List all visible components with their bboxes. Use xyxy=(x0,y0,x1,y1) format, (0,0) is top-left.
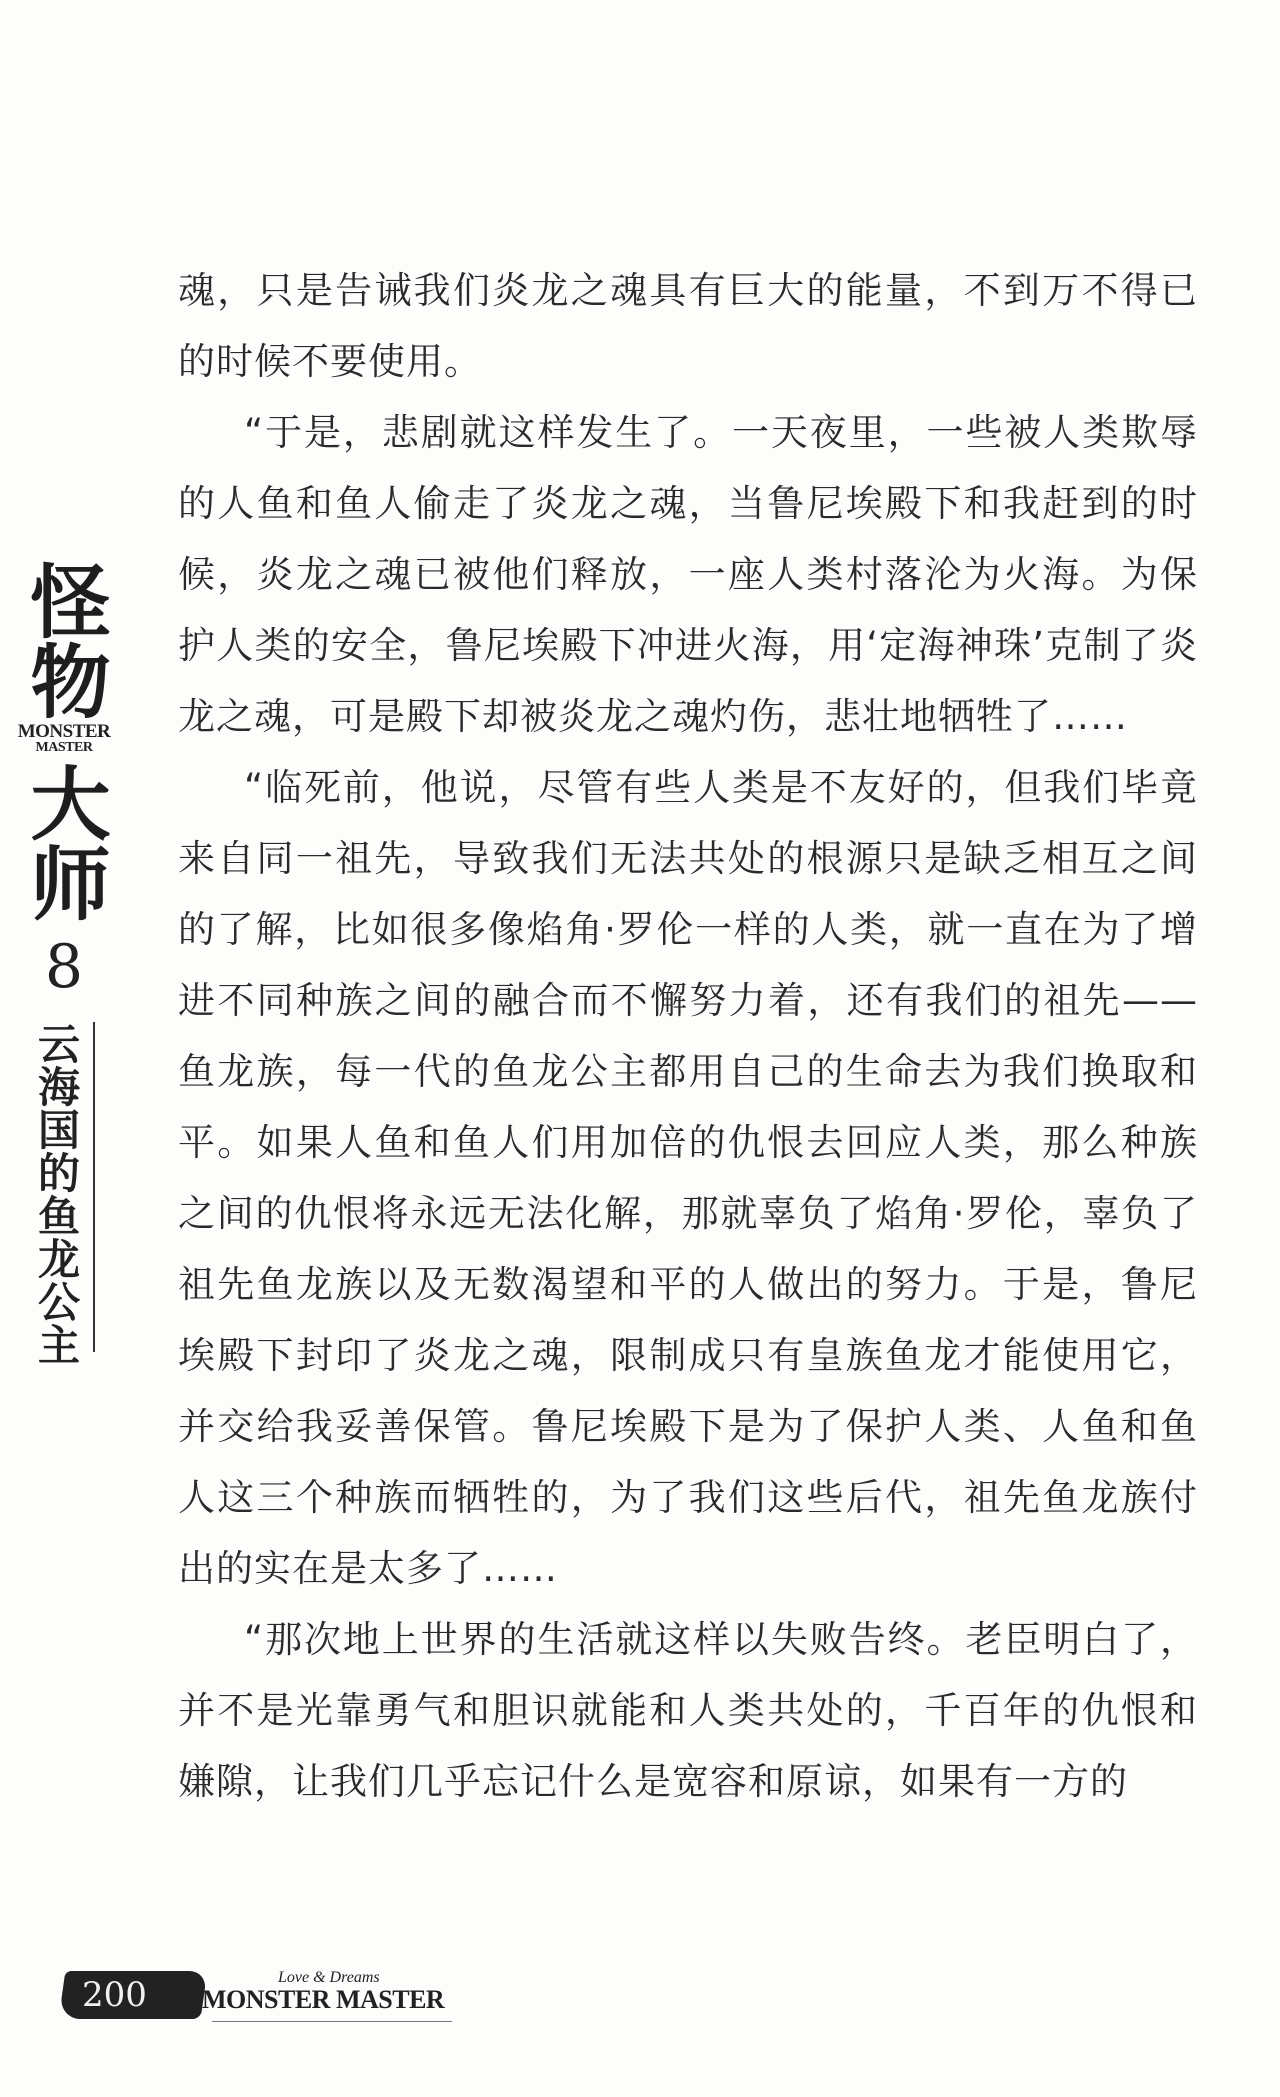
paragraph: 魂，只是告诫我们炎龙之魂具有巨大的能量，不到万不得已的时候不要使用。 xyxy=(178,269,1198,383)
series-title-bottom: 大师 xyxy=(17,762,111,922)
paragraph: “那次地上世界的生活就这样以失败告终。老臣明白了，并不是光靠勇气和胆识就能和人类共处的，千百年的仇恨和嫌隙，让我们几乎忘记什么是宽容和原谅，如果有一方的 xyxy=(178,1618,1198,1803)
subtitle-block xyxy=(33,1022,95,1366)
body-text xyxy=(178,255,1198,1817)
page-number: 200 xyxy=(82,1975,147,2015)
paragraph: “临死前，他说，尽管有些人类是不友好的，但我们毕竟来自同一祖先，导致我们无法共处的根源只是缺乏相互之间的了解，比如很多像焰角·罗伦一样的人类，就一直在为了增进不同种族之间的融合而不懈努力着，还有我们的祖先——鱼龙族，每一代的鱼龙公主都用自己的生命去为我们换取和平。如果人鱼和鱼人们用加倍的仇恨去回应人类，那么种族之间的仇恨将永远无法化解，那就辜负了焰角·罗伦，辜负了祖先鱼龙族以及无数渴望和平的人做出的努力。于是，鲁尼埃殿下封印了炎龙之魂，限制成只有皇族鱼龙才能使用它，并交给我妥善保管。鲁尼埃殿下是为了保护人类、人鱼和鱼人这三个种族而牺牲的，为了我们这些后代，祖先鱼龙族付出的实在是太多了…… xyxy=(178,766,1198,1590)
series-logo-line2: MASTER xyxy=(35,740,93,755)
book-subtitle: 云海国的鱼龙公主 xyxy=(32,1022,81,1366)
footer-brand xyxy=(202,1969,444,2013)
paragraph: “于是，悲剧就这样发生了。一天夜里，一些被人类欺辱的人鱼和鱼人偷走了炎龙之魂，当鲁尼埃殿下和我赶到的时候，炎龙之魂已被他们释放，一座人类村落沦为火海。为保护人类的安全，鲁尼埃殿下冲进火海，用‘定海神珠’克制了炎龙之魂，可是殿下却被炎龙之魂灼伤，悲壮地牺牲了…… xyxy=(178,411,1198,738)
subtitle-divider xyxy=(93,1022,95,1352)
footer-rule xyxy=(212,2021,452,2022)
volume-number: 8 xyxy=(44,932,84,1002)
side-series-title xyxy=(14,560,114,1366)
brand-tagline: Love & Dreams xyxy=(278,1969,380,1986)
brand-name: MONSTER MASTER xyxy=(202,1985,445,2014)
series-title-top: 怪物 xyxy=(17,560,111,720)
series-logo-line1: MONSTER xyxy=(17,721,111,742)
series-logo xyxy=(17,721,111,756)
page-footer xyxy=(62,1965,462,2025)
